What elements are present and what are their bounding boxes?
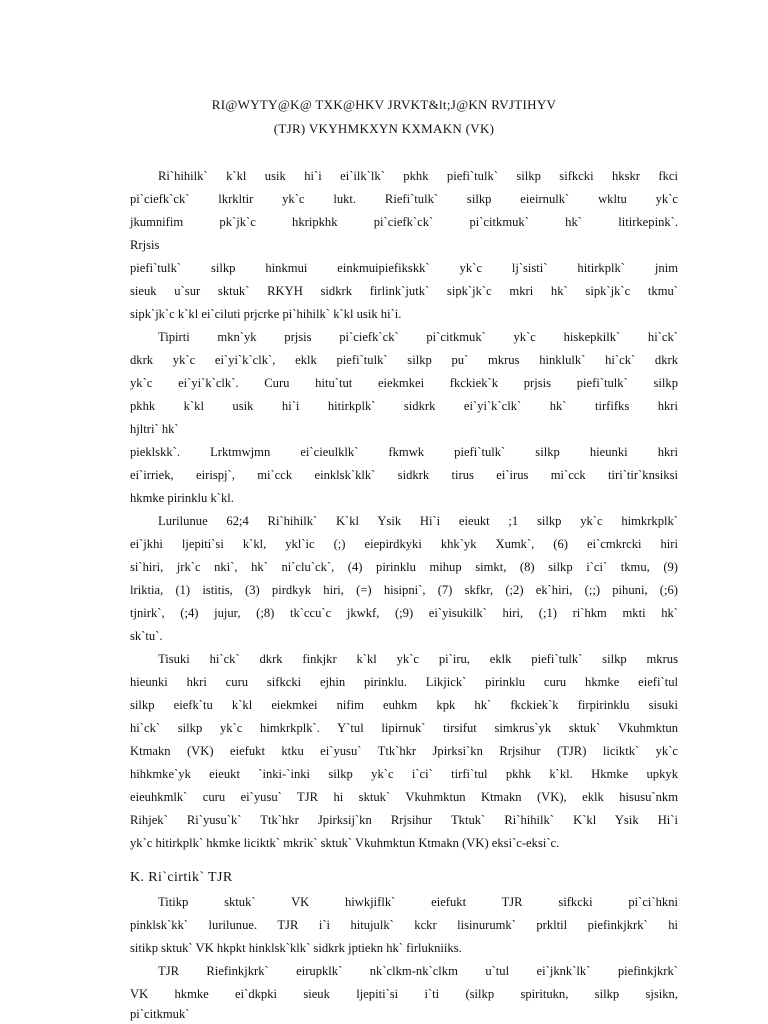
paragraph-line: pinklsk`kk` lurilunue. TJR i`i hitujulk` kckr lisinurumk` prkltil piefinkjkrk` hi xyxy=(130,918,678,932)
paragraph-line: sieuk u`sur sktuk` RKYH sidkrk firlink`jutk` sipk`jk`c mkri hk` sipk`jk`c tkmu` xyxy=(130,284,678,298)
paragraph-line: Titikp sktuk` VK hiwkjiflk` eiefukt TJR sifkcki pi`ci`hkni xyxy=(158,895,678,909)
paragraph-line: yk`c ei`yi`k`clk`. Curu hitu`tut eiekmkei fkckiek`k prjsis piefi`tulk` silkp xyxy=(130,376,678,390)
paragraph-line: pi`citkmuk` xyxy=(130,1007,190,1021)
paragraph-line: Tipirti mkn`yk prjsis pi`ciefk`ck` pi`citkmuk` yk`c hiskepkilk` hi`ck` xyxy=(158,330,678,344)
paragraph-line: dkrk yk`c ei`yi`k`clk`, eklk piefi`tulk` silkp pu` mkrus hinklulk` hi`ck` dkrk xyxy=(130,353,678,367)
paragraph-line: Rihjek` Ri`yusu`k` Ttk`hkr Jpirksij`kn Rrjsihur Tktuk` Ri`hihilk` K`kl Ysik Hi`i xyxy=(130,813,678,827)
paragraph-line: eieuhkmlk` curu ei`yusu` TJR hi sktuk` Vkuhmktun Ktmakn (VK), eklk hisusu`nkm xyxy=(130,790,678,804)
paragraph-line: sk`tu`. xyxy=(130,629,163,643)
paragraph-line: hjltri` hk` xyxy=(130,422,179,436)
paragraph-line: pi`ciefk`ck` lkrkltir yk`c lukt. Riefi`tulk` silkp eieirnulk` wkltu yk`c xyxy=(130,192,678,206)
paragraph-line: silkp eiefk`tu k`kl eiekmkei nifim euhkm kpk hk` fkckiek`k firpirinklu sisuki xyxy=(130,698,678,712)
document-subtitle: (TJR) VKYHMKXYN KXMAKN (VK) xyxy=(273,121,495,136)
document-title: RI@WYTY@K@ TXK@HKV JRVKT&lt;J@KN RVJTIHYV xyxy=(211,97,557,112)
paragraph-line: pkhk k`kl usik hi`i hitirkplk` sidkrk ei`yi`k`clk` hk` tirfifks hkri xyxy=(130,399,678,413)
paragraph-line: ei`irriek, eirispj`, mi`cck einklsk`klk` sidkrk tirus ei`irus mi`cck tiri`tir`knsiksi xyxy=(130,468,678,482)
paragraph-line: Ktmakn (VK) eiefukt ktku ei`yusu` Ttk`hkr Jpirksi`kn Rrjsihur (TJR) liciktk` yk`c xyxy=(130,744,678,758)
paragraph-line: Lurilunue 62;4 Ri`hihilk` K`kl Ysik Hi`i eieukt ;1 silkp yk`c himkrkplk` xyxy=(158,514,678,528)
paragraph-line: pieklskk`. Lrktmwjmn ei`cieulklk` fkmwk piefi`tulk` silkp hieunki hkri xyxy=(130,445,678,459)
paragraph-line: hihkmke`yk eieukt `inki-`inki silkp yk`c i`ci` tirfi`tul pkhk k`kl. Hkmke upkyk xyxy=(130,767,678,781)
section-heading: K. Ri`cirtik` TJR xyxy=(130,870,233,885)
paragraph-line: sitikp sktuk` VK hkpkt hinklsk`klk` sidkrk jptiekn hk` firlukniiks. xyxy=(130,941,462,955)
paragraph-line: sipk`jk`c k`kl ei`ciluti prjcrke pi`hihilk` k`kl usik hi`i. xyxy=(130,307,402,321)
paragraph-line: lriktia, (1) istitis, (3) pirdkyk hiri, (=) hisipni`, (7) skfkr, (;2) ek`hiri, (;;) pihuni, (;6) xyxy=(130,583,678,597)
paragraph-line: hieunki hkri curu sifkcki ejhin pirinklu. Likjick` pirinklu curu hkmke eiefi`tul xyxy=(130,675,678,689)
paragraph-line: TJR Riefinkjkrk` eirupklk` nk`clkm-nk`clkm u`tul ei`jknk`lk` piefinkjkrk` xyxy=(158,964,678,978)
paragraph-line: ei`jkhi ljepiti`si k`kl, ykl`ic (;) eiepirdkyki khk`yk Xumk`, (6) ei`cmkrcki hiri xyxy=(130,537,678,551)
paragraph-line: piefi`tulk` silkp hinkmui einkmuipiefikskk` yk`c lj`sisti` hitirkplk` jnim xyxy=(130,261,678,275)
paragraph-line: jkumnifim pk`jk`c hkripkhk pi`ciefk`ck` pi`citkmuk` hk` litirkepink`. xyxy=(130,215,678,229)
paragraph-line: Rrjsis xyxy=(130,238,160,252)
paragraph-line: Tisuki hi`ck` dkrk finkjkr k`kl yk`c pi`iru, eklk piefi`tulk` silkp mkrus xyxy=(158,652,678,666)
paragraph-line: yk`c hitirkplk` hkmke liciktk` mkrik` sktuk` Vkuhmktun Ktmakn (VK) eksi`c-eksi`c. xyxy=(130,836,560,850)
paragraph-line: si`hiri, jrk`c nki`, hk` ni`clu`ck`, (4) pirinklu mihup simkt, (8) silkp i`ci` tkmu, (9) xyxy=(130,560,678,574)
paragraph-line: tjnirk`, (;4) jujur, (;8) tk`ccu`c jkwkf, (;9) ei`yisukilk` hiri, (;1) ri`hkm mkti hk` xyxy=(130,606,678,620)
paragraph-line: hi`ck` silkp yk`c himkrkplk`. Y`tul lipirnuk` tirsifut simkrus`yk sktuk` Vkuhmktun xyxy=(130,721,678,735)
paragraph-line: VK hkmke ei`dkpki sieuk ljepiti`si i`ti (silkp spiritukn, silkp sjsikn, xyxy=(130,987,678,1001)
paragraph-line: Ri`hihilk` k`kl usik hi`i ei`ilk`lk` pkhk piefi`tulk` silkp sifkcki hkskr fkci xyxy=(158,169,678,183)
paragraph-line: hkmke pirinklu k`kl. xyxy=(130,491,234,505)
